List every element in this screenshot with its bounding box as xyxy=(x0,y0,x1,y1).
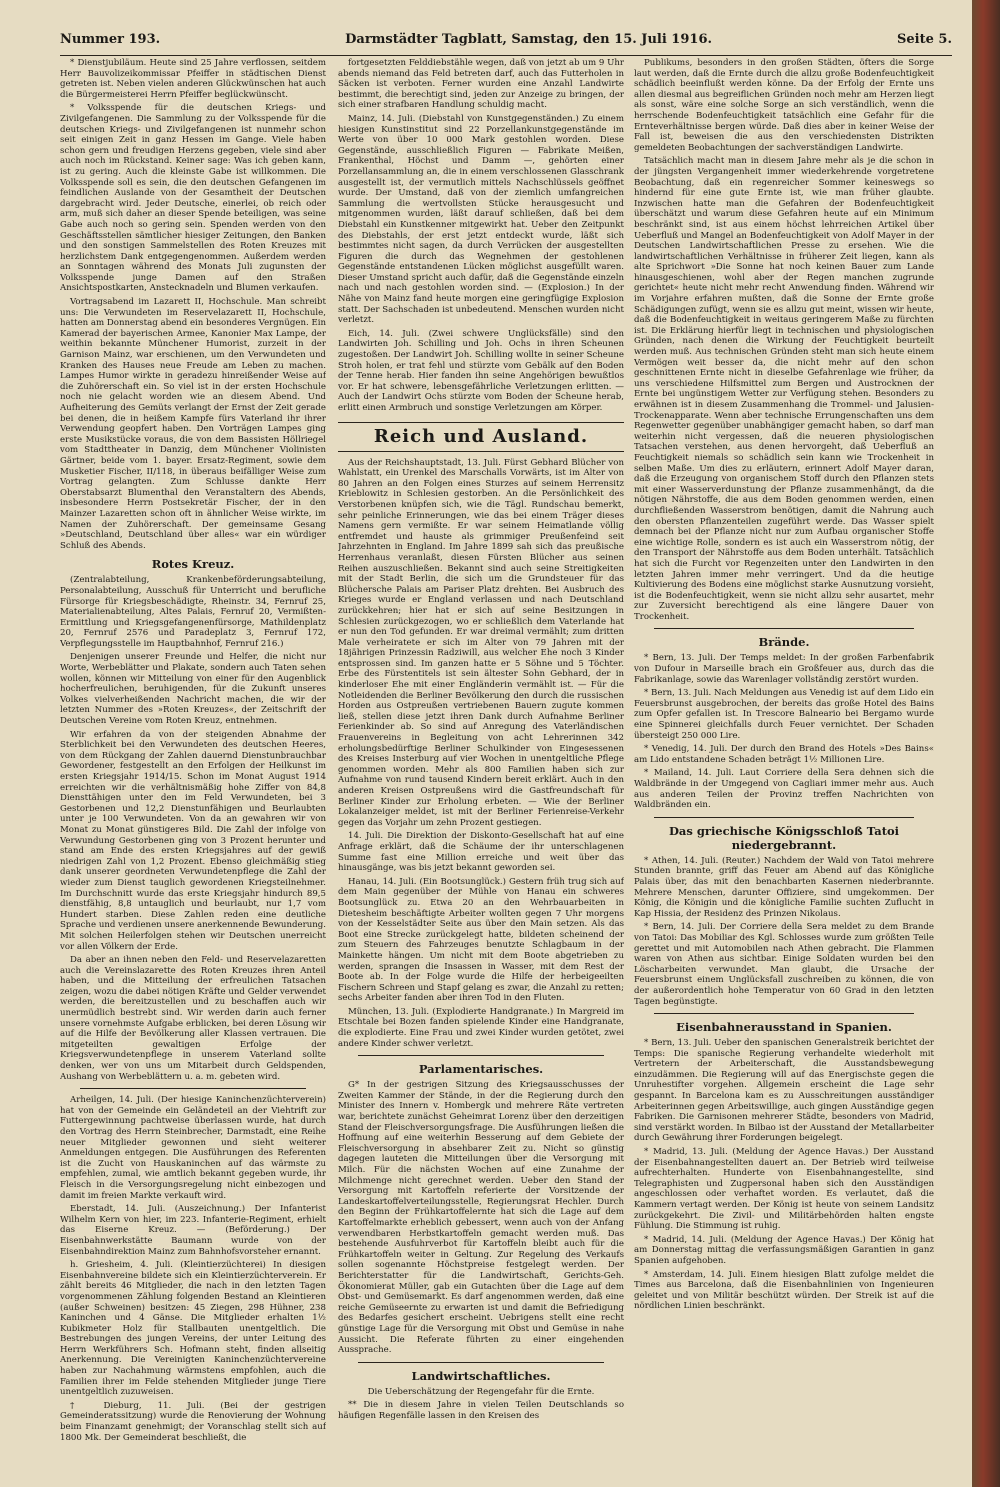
section-heading-rotes-kreuz: Rotes Kreuz. xyxy=(151,557,235,572)
article-paragraph: Publikums, besonders in den großen Städten, öfters die Sorge laut werden, daß die Ernte durch die allzu große Bodenfeuchtigkeit schädlich beeinflußt werden könne. Da der Erfolg der Ernte uns allen diesmal aus begreiflichen Gründen noch mehr am Herzen liegt als sonst, wäre eine solche Sorge an sich verständlich, wenn die herrschende Bodenfeuchtigkeit tatsächlich eine Gefahr für die Ernteverhältnisse bergen würde. Daß dies aber in keiner Weise der Fall ist, beweisen die aus den verschiedensten Distrikten gemeldeten Beobachtungen der sachverständigen Landwirte. xyxy=(634,58,934,153)
divider xyxy=(654,628,914,629)
issue-number: Nummer 193. xyxy=(60,32,161,47)
article-paragraph: Denjenigen unserer Freunde und Helfer, die nicht nur Worte, Werbeblätter und Plakate, sondern auch Taten sehen wollen, können wir Mitteilung von einer für den Augenblick hocherfreulichen, beruhigenden, für die Zukunft unseres Volkes vielverheißenden Nachricht machen, die wir der letzten Nummer des »Roten Kreuzes«, der Zeitschrift der Deutschen Vereine vom Roten Kreuz, entnehmen. xyxy=(60,652,326,727)
article-paragraph: ** Die in diesem Jahre in vielen Teilen Deutschlands so häufigen Regenfälle lassen in den Kreisen des xyxy=(338,1400,624,1421)
divider xyxy=(358,1362,604,1363)
article-paragraph: München, 13. Juli. (Explodierte Handgranate.) In Margreid im Etschtale bei Bozen fanden spielende Kinder eine Handgranate, die explodierte. Eine Frau und zwei Kinder wurden getötet, zwei andere Kinder schwer verletzt. xyxy=(338,1006,624,1049)
article-paragraph: * Bern, 13. Juli. Der Temps meldet: In der großen Farbenfabrik von Dufour in Marseille brach ein Großfeuer aus, durch das die Fabrikanlage, sowie das Warenlager vollständig zerstört wurden. xyxy=(634,653,934,685)
article-paragraph: Eich, 14. Juli. (Zwei schwere Unglücksfälle) sind den Landwirten Joh. Schilling und Joh. Ochs in ihren Scheunen zugestoßen. Der Landwirt Joh. Schilling wollte in seiner Scheune Stroh holen, er trat fehl und stürzte vom Gebälk auf den Boden der Tenne herab. Hier fanden ihn seine Angehörigen bewußtlos vor. Er hat schwere, lebensgefährliche Verletzungen erlitten. — Auch der Landwirt Ochs stürzte vom Boden der Scheune herab, erlitt einen Armbruch und sonstige Verletzungen am Körper. xyxy=(338,328,624,413)
article-paragraph: Wir erfahren da von der steigenden Abnahme der Sterblichkeit bei den Verwundeten des deutschen Heeres, von dem Rückgang der Zahlen dauernd Dienstunbrauchbar Gewordener, festgestellt an den Erfolgen der Heilkunst im ersten Kriegsjahr 1914/15. Schon im Monat August 1914 erreichten wir die verhältnismäßig hohe Ziffer von 84,8 Diensttähigen unter den im Feld Verwundeten, bei 3 Gestorbenen und 12,2 Dienstunfähigen und Beurlaubten unter je 100 Verwundeten. Von da an gewahren wir von Monat zu Monat günstigeres Bild. Die Zahl der infolge von Verwundung Gestorbenen ging von 3 Prozent herunter und stand am Ende des ersten Kriegsjahres auf der gewiß niedrigen Zahl von 1,2 Prozent. Ebenso gleichmäßig stieg dank unserer geordneten Verwundetenpflege die Zahl der wieder zum Dienst tauglich gewordenen Kriegsteilnehmer. Im Durchschnitt wurde das erste Kriegsjahr hindurch 89,5 dienstfähig, 8,8 untauglich und beurlaubt, nur 1,7 vom Hundert starben. Diese Zahlen reden eine deutliche Sprache und verdienen unsere anerkennende Bewunderung. Mit solchen Heilerfolgen stehen wir Deutschen unerreicht vor allen Völkern der Erde. xyxy=(60,729,326,952)
article-paragraph: Tatsächlich macht man in diesem Jahre mehr als je die schon in der jüngsten Vergangenheit immer wiederkehrende vorgetretene Beobachtung, daß ein regenreicher Sommer keineswegs so hindernd für eine gute Ernte ist, wie man früher glaubte. Inzwischen hatte man die Gefahren der Bodenfeuchtigkeit überschätzt und warum diese Gefahren heute auf ein Minimum beschränkt sind, ist aus einem höchst lehrreichen Artikel über Ueberfluß und Mangel an Bodenfeuchtigkeit von Adolf Mayer in der Deutschen Landwirtschaftlichen Presse zu ersehen. Wie die landwirtschaftlichen Verhältnisse in früherer Zeit liegen, kann als alte Sprichwort »Die Sonne hat noch keinen Bauer zum Lande hinausgeschienen, wohl aber der Regen manchen zugrunde gerichtet« heute nicht mehr recht Anwendung finden. Während wir im Vorjahre erfahren mußten, daß die Sonne der Ernte große Schädigungen zufügt, wenn sie es allzu gut meint, wissen wir heute, daß die Bodenfeuchtigkeit in weitaus geringerem Maße zu fürchten ist. Die Erklärung hierfür liegt in technischen und physiologischen Gründen, nach denen die Wirkung der Feuchtigkeit beurteilt werden muß. Aus technischen Gründen steht man sich heute einem Vermögen weit besser da, die nicht mehr auf den schon geschnittenen Ernte nicht in dieselbe Gefahrenlage wie früher, da uns verschiedene Hilfsmittel zum Bergen und Austrocknen der Ernte bei ungünstigem Wetter zur Verfügung stehen. Besonders zu erwähnen ist in diesem Zusammenhang die Trommel- und Jalusien-Trockenapparate. Wenn aber technische Errungenschaften uns dem Regenwetter gegenüber unabhängiger gemacht haben, so darf man weiterhin nicht vergessen, daß die neueren physiologischen Tatsachen verstehen, aus denen hervorgeht, daß Ueberfluß an Feuchtigkeit niemals so schädlich sein kann wie Trockenheit in selben Maße. Um dies zu erläutern, erinnert Adolf Mayer daran, daß die Erzeugung von organischem Stoff durch den Pflanzen stets mit einer Wasserverdunstung der Pflanze zusammenhängt, da die nötigen Nährstoffe, die aus dem Boden genommen werden, einen durchfließenden Wasserstrom benötigen, damit die Nahrung auch den obersten Pflanzenteilen zugeführt werde. Das Wasser spielt demnach bei der Pflanze nicht nur zum Aufbau organischer Stoffe eine wichtige Rolle, sondern es ist auch ein Wasserstrom nötig, der den Transport der Nährstoffe aus dem Boden unterhält. Tatsächlich hat sich die Furcht vor Regenzeiten unter den Landwirten in den letzten Jahren immer mehr verringert. Und da die heutige Kultivierung des Bodens eine möglichst starke Ausnutzung vorsieht, ist die Bodenfeuchtigkeit, wenn sie nicht allzu sehr ausartet, mehr zur Zuversicht berechtigend als eine längere Dauer von Trockenheit. xyxy=(634,156,934,622)
column-1 xyxy=(60,58,326,1468)
divider xyxy=(654,817,914,818)
article-paragraph: Eberstadt, 14. Juli. (Auszeichnung.) Der Infanterist Wilhelm Kern von hier, im 223. Infanterie-Regiment, erhielt das Eiserne Kreuz. — (Beförderung.) Der Eisenbahnwerkstätte Baumann wurde von der Eisenbahndirektion Mainz zum Bahnhofsvorsteher ernannt. xyxy=(60,1204,326,1257)
book-binding-edge xyxy=(972,0,1000,1487)
article-paragraph: * Bern, 13. Juli. Nach Meldungen aus Venedig ist auf dem Lido ein Feuersbrunst ausgebrochen, der bereits das große Hotel des Bains zum Opfer gefallen ist. In Trescore Balneario bei Bergamo wurde eine Spinnerei gleichfalls durch Feuer vernichtet. Der Schaden übersteigt 250 000 Lire. xyxy=(634,688,934,741)
divider xyxy=(654,1013,914,1014)
article-paragraph: * Venedig, 14. Juli. Der durch den Brand des Hotels »Des Bains« am Lido entstandene Schaden beträgt 1½ Millionen Lire. xyxy=(634,744,934,765)
page-number: Seite 5. xyxy=(897,32,952,47)
divider xyxy=(358,1055,604,1056)
section-heading-landwirtschaftliches: Landwirtschaftliches. xyxy=(411,1368,551,1383)
section-heading-braende: Brände. xyxy=(758,635,810,650)
newspaper-title-date: Darmstädter Tagblatt, Samstag, den 15. Juli 1916. xyxy=(345,32,713,47)
article-paragraph: * Bern, 14. Juli. Der Corriere della Sera meldet zu dem Brande von Tatoi: Das Mobiliar des Kgl. Schlosses wurde zum größten Teile gerettet und mit Automobilen nach Athen gebracht. Die Flammen waren von Athen aus sichtbar. Einige Soldaten wurden bei den Löscharbeiten verwundet. Man glaubt, die Ursache der Feuersbrunst einem Unglücksfall zuschreiben zu können, die von der außerordentlich hohe Temperatur von 60 Grad in den letzten Tagen begünstigte. xyxy=(634,922,934,1007)
masthead xyxy=(60,32,952,56)
article-paragraph: * Dienstjubiläum. Heute sind 25 Jahre verflossen, seitdem Herr Bauvolizeikommissar Pfeiffer in städtischen Dienst getreten ist. Neben vielen anderen Glückwünschen hat auch die Bürgermeisterei Herrn Pfeiffer beglückwünscht. xyxy=(60,58,326,100)
article-paragraph: Vortragsabend im Lazarett II, Hochschule. Man schreibt uns: Die Verwundeten im Reservelazarett II, Hochschule, hatten am Donnerstag abend ein besonderes Vergnügen. Ein Kamerad der bayerischen Armee, Kanonier Max Lampe, der weithin bekannte Münchener Humorist, zurzeit in der Garnison Mainz, war erschienen, um den Verwundeten und Kranken des Hauses neue Freude am Leben zu machen. Lampes Humor wirkte in geradezu hinreißender Weise auf die Zuhörerschaft ein. So viel ist in der ersten Hochschule noch nie gelacht worden wie an diesem Abend. Und Aufheiterung des Gemüts verlangt der Ernst der Zeit gerade bei denen, die in heißem Kampfe fürs Vaterland ihr ihrer Verwendung geopfert haben. Den Vorträgen Lampes ging erste Musikstücke voraus, die von dem Bassisten Höllriegel vom Stadttheater in Danzig, dem Münchener Violinisten Gärtner, beide vom 1. bayer. Ersatz-Regiment, sowie dem Musketier Fischer, II/118, in überaus beifälliger Weise zum Vortrag gelangten. Zum Schlusse dankte Herr Oberstabsarzt Blumenthal den Veranstaltern des Abends, insbesondere Herrn Postsekretär Fischer, der in den Mainzer Lazaretten schon oft in ähnlicher Weise wirkte, im Namen der Zuhörerschaft. Der gemeinsame Gesang »Deutschland, Deutschland über alles« war ein würdiger Schluß des Abends. xyxy=(60,297,326,551)
article-paragraph: * Mailand, 14. Juli. Laut Corriere della Sera dehnen sich die Waldbrände in der Umgegend von Cagliari immer mehr aus. Auch aus anderen Teilen der Provinz treffen Nachrichten von Waldbränden ein. xyxy=(634,768,934,811)
article-paragraph: 14. Juli. Die Direktion der Diskonto-Gesellschaft hat auf eine Anfrage erklärt, daß die Schäume der ihr unterschlagenen Summe fast eine Million erreiche und weit über das hinausgänge, was bis jetzt bekannt geworden sei. xyxy=(338,831,624,874)
column-2 xyxy=(338,58,624,1468)
article-paragraph: fortgesetzten Felddiebstähle wegen, daß von jetzt ab um 9 Uhr abends niemand das Feld betreten darf, auch das Futterholen in Säcken ist verboten. Ferner wurden eine Anzahl Landwirte bestimmt, die berechtigt sind, jeden zur Anzeige zu bringen, der sich einer strafbaren Handlung schuldig macht. xyxy=(338,58,624,111)
article-paragraph: Hanau, 14. Juli. (Ein Bootsunglück.) Gestern früh trug sich auf dem Main gegenüber der Mühle von Hanau ein schweres Bootsunglück zu. Etwa 20 an den Wehrbauarbeiten in Dietesheim beschäftigte Arbeiter wollten gegen 7 Uhr morgens von der Kesselstädter Seite aus über den Main setzen. Als das Boot eine Strecke zurückgelegt hatte, bildeten scheinend der zum Steuern des Fahrzeuges benutzte Schlagbaum in der Mainkette hängen. Um nicht mit dem Boote abgetrieben zu werden, sprangen die Insassen in Wasser, mit dem Rest der Boote ab. In der Folge wurde die Hilfe der herbeigeeilten Fischern Schreen und Stapf gelang es zwar, die Anzahl zu retten; sechs Arbeiter fanden aber ihren Tod in den Fluten. xyxy=(338,876,624,1004)
section-heading-eisenbahnerausstand: Eisenbahnerausstand in Spanien. xyxy=(676,1020,892,1035)
article-subheading: Die Ueberschätzung der Regengefahr für die Ernte. xyxy=(367,1386,595,1397)
section-heading-parlamentarisches: Parlamentarisches. xyxy=(418,1062,544,1077)
article-paragraph: (Zentralabteilung, Krankenbeförderungsabteilung, Personalabteilung, Ausschuß für Unterricht und berufliche Fürsorge für Kriegsbeschädigte, Rheinstr. 34, Fernruf 25, Materialienabteilung, Altes Palais, Fernruf 20, Vermißten-Ermittlung und Kriegsgefangenenfürsorge, Mathildenplatz 20, Fernruf 2576 und Paradeplatz 3, Fernruf 172, Verpflegungsstelle im Hauptbahnhof, Fernruf 216.) xyxy=(60,575,326,649)
article-paragraph: Arheilgen, 14. Juli. (Der hiesige Kaninchenzüchterverein) hat von der Gemeinde ein Geländeteil an der Viehtrift zur Futtergewinnung pachtweise überlassen wurde, hat durch den Vortrag des Herrn Steinbrecher, Darmstadt, eine Reihe neuer Mitglieder gewonnen und sieht weiterer Anmeldungen entgegen. Die Ausführungen des Referenten ist die Zucht von Hauskaninchen auf das wärmste zu empfehlen, zumal, wie amtlich bekannt gegeben wurde, ihr Fleisch in die Versorgungsregelung nicht einbezogen und damit im freien Markte verkauft wird. xyxy=(60,1095,326,1201)
article-paragraph: G* In der gestrigen Sitzung des Kriegsausschusses der Zweiten Kammer der Stände, in der die Regierung durch den Minister des Innern v. Hombergk und mehrere Räte vertreten war, berichtete zunächst Geheimrat Lorenz über den derzeitigen Stand der Fleischversorgungsfrage. Die Ausführungen ließen die Hoffnung auf eine weiterhin Besserung auf dem Gebiete der Fleischversorgung in absehbarer Zeit zu. Nicht so günstig dagegen lauteten die Mitteilungen über die Versorgung mit Milch. Für die nächsten Wochen auf eine Zunahme der Milchmenge nicht gerechnet werden. Ueber den Stand der Versorgung mit Kartoffeln referierte der Vorsitzende der Landeskartoffelverteilungsstelle, Regierungsrat Hechler. Durch den Beginn der Frühkartoffelernte hat sich die Lage auf dem Kartoffelmarkte erheblich gebessert, wenn auch von der Anfang verwendbaren Herbstkartoffeln gemacht werden muß. Das bestehende Ausfuhrverbot für Kartoffeln bleibt auch für die Frühkartoffeln weiter in Geltung. Zur Regelung des Verkaufs sollen sogenannte Höchstpreise festgelegt werden. Der Berichterstatter für die Landwirtschaft, Gerichts-Geh. Ökonomierat Müller, gab ein Gutachten über die Lage auf dem Obst- und Gemüsemarkt. Es darf angenommen werden, daß eine reiche Gemüseernte zu erwarten ist und damit die Befriedigung des Bedarfes gesichert erscheint. Uebrigens stellt eine recht günstige Lage für die Versorgung mit Obst und Gemüse in nahe Aussicht. Die Referate führten zu einer eingehenden Aussprache. xyxy=(338,1080,624,1356)
article-paragraph: Da aber an ihnen neben den Feld- und Reservelazaretten auch die Vereinslazarette des Roten Kreuzes ihren Anteil haben, und die Mitteilung der erfreulichen Tatsachen zeigen, wozu die dabei nötigen Kräfte und Gelder verwendet werden, die bereitzustellen und zu beschaffen auch wir unermüdlich bestrebt sind. Wir werden darin auch ferner unsere vornehmste Aufgabe erblicken, bei deren Lösung wir auf die Hilfe der Bevölkerung aller Klassen vertrauen. Die mitgeteilten gewaltigen Erfolge der Kriegsverwundetenpflege in unserem Vaterland sollte denken, wer von uns um Mitarbeit durch Geldspenden, Aushang von Werbeblättern u. a. m. gebeten wird. xyxy=(60,955,326,1082)
article-paragraph: * Athen, 14. Juli. (Reuter.) Nachdem der Wald von Tatoi mehrere Stunden brannte, griff das Feuer am Abend auf das Königliche Palais über, das mit den benachbarten Kasernen niederbrannte. Mehrere Menschen, darunter Offiziere, sind umgekommen. Der König, die Königin und die königliche Familie suchten Zuflucht in Kap Hissia, der Residenz des Prinzen Nikolaus. xyxy=(634,855,934,919)
article-paragraph: * Volksspende für die deutschen Kriegs- und Zivilgefangenen. Die Sammlung zu der Volksspende für die deutschen Kriegs- und Zivilgefangenen ist nunmehr schon seit einigen Zeit in ganz Hessen im Gange. Viele haben schon gern und freudigen Herzens gegeben, viele sind aber auch noch im Rückstand. Keiner sage: Was ich geben kann, ist zu gering. Auch die kleinste Gabe ist willkommen. Die Volksspende soll es sein, die den deutschen Gefangenen im feindlichen Auslande von der Gesamtheit der Deutschen dargebracht wird. Jeder Deutsche, einerlei, ob reich oder arm, muß sich daher an dieser Spende beteiligen, was seine Gabe auch noch so gering sein. Spenden werden von den Geschäftsstellen sämtlicher hiesiger Zeitungen, den Banken und den sonstigen Sammelstellen des Roten Kreuzes mit herzlichstem Dank entgegengenommen. Außerdem werden an Sonntagen während des Monats Juli zugunsten der Volksspende junge Damen auf den Straßen Ansichtspostkarten, Anstecknadeln und Blumen verkaufen. xyxy=(60,103,326,294)
article-paragraph: Mainz, 14. Juli. (Diebstahl von Kunstgegenständen.) Zu einem hiesigen Kunstinstitut sind 22 Porzellankunstgegenstände im Werte von über 10 000 Mark gestohlen worden. Diese Gegenstände, ausschließlich Figuren — Fabrikate Meißen, Frankenthal, Höchst und Damm —, gehörten einer Porzellansammlung an, die in einem verschlossenen Glasschrank ausgestellt ist, der vermutlich mittels Nachschlüssels geöffnet wurde. Der Umstand, daß von der ziemlich umfangreichen Sammlung die wertvollsten Stücke herausgesucht und mitgenommen wurden, läßt darauf schließen, daß bei dem Diebstahl ein Kunstkenner mitgewirkt hat. Ueber den Zeitpunkt des Diebstahls, der erst jetzt entdeckt wurde, läßt sich bestimmtes nicht sagen, da durch Verrücken der ausgestellten Figuren die durch das Wegnehmen der gestohlenen Gegenstände entstandenen Lücken möglichst ausgefüllt waren. Dieser Umstand spricht auch dafür, daß die Gegenstände einzeln nach und nach gestohlen worden sind. — (Explosion.) In der Nähe von Mainz fand heute morgen eine geringfügige Explosion statt. Der Sachschaden ist unbedeutend. Menschen wurden nicht verletzt. xyxy=(338,113,624,326)
article-paragraph: † Dieburg, 11. Juli. (Bei der gestrigen Gemeinderatssitzung) wurde die Renovierung der Wohnung beim Finanzamt genehmigt; der Voranschlag stellt sich auf 1800 Mk. Der Gemeinderat beschließt, die xyxy=(60,1400,326,1443)
article-paragraph: Aus der Reichshauptstadt, 13. Juli. Fürst Gebhard Blücher von Wahlstatt, ein Urenkel des Marschalls Vorwärts, ist im Alter von 80 Jahren an den Folgen eines Sturzes auf seinem Herrensitz Krieblowitz in Schlesien gestorben. An die Persönlichkeit des Verstorbenen knüpfen sich, wie die Tägl. Rundschau bemerkt, sehr peinliche Erinnerungen, wie das bei einem Träger dieses Namens gern vermißte. Er war seinem Heimatlande völlig entfremdet und hauste als grimmiger Preußenfeind seit Jahrzehnten in England. Im Jahre 1899 sah sich das preußische Herrenhaus veranlaßt, diesen Fürsten Blücher aus seinen Reihen auszuschließen. Bekannt sind auch seine Streitigkeiten mit der Stadt Berlin, die sich um die Grundsteuer für das Blüchersche Palais am Pariser Platz drehten. Bei Ausbruch des Krieges wurde er England verlassen und nach Deutschland zurückkehren; hier hat er sich auf seine Besitzungen in Schlesien zurückgezogen, wo er schließlich dem Vaterlande hat er nun den Tod gefunden. Er war dreimal vermählt; zum dritten Male verheiratete er sich im Alter von 79 Jahren mit der 18jährigen Prinzessin Radziwill, aus welcher Ehe noch 3 Kinder entsprossen sind. Im ganzen hatte er 5 Söhne und 5 Töchter. Erbe des Fürstentitels ist sein ältester Sohn Gebhard, der in kinderloser Ehe mit einer Engländerin vermählt ist. — Für die Notleidenden die Berliner Bevölkerung den durch die russischen Horden aus Ostpreußen vertriebenen Bauern zugute kommen ließ, stellen diese jetzt ihren Dank durch Aufnahme Berliner Ferienkinder ab. So sind auf Anregung des Vaterländischen Frauenvereins in Begleitung von acht Lehrerinnen 342 erholungsbedürftige Berliner Schulkinder von Eingesessenen des Kreises Insterburg auf vier Wochen in unentgeltliche Pflege genommen worden. Mehr als 800 Familien haben sich zur Aufnahme von rund tausend Kindern bereit erklärt. Auch in den anderen Kreisen Ostpreußens wird die Gastfreundschaft für Berliner Kinder zur Erholung erbeten. — Wie der Berliner Lokalanzeiger meldet, ist mit der Berliner Ferienreise-Verkehr gegen das Vorjahr um zehn Prozent gestiegen. xyxy=(338,457,624,828)
article-paragraph: * Madrid, 14. Juli. (Meldung der Agence Havas.) Der König hat am Donnerstag mittag die verfassungsmäßigen Garantien in ganz Spanien aufgehoben. xyxy=(634,1234,934,1266)
column-3 xyxy=(634,58,934,1468)
article-paragraph: * Amsterdam, 14. Juli. Einem hiesigen Blatt zufolge meldet die Times aus Barcelona, daß die Eisenbahnlinien von Ingenieuren geleitet und von Militär beschützt würden. Der Streik ist auf die nördlichen Linien beschränkt. xyxy=(634,1269,934,1312)
section-heading-reich-und-ausland: Reich und Ausland. xyxy=(338,422,624,452)
section-heading-tatoi: Das griechische Königsschloß Tatoi niedergebrannt. xyxy=(668,823,900,852)
divider xyxy=(80,1088,306,1089)
article-paragraph: h. Griesheim, 4. Juli. (Kleintierzüchterei) In diesigen Eisenbahnvereine bildete sich ein Kleintierzüchterverein. Er zählt bereits 46 Mitglieder, die nach in den letzten Tagen vorgenommenen Zählung folgenden Bestand an Kleintieren (außer Schweinen) besitzen: 45 Ziegen, 298 Hühner, 238 Kaninchen und 4 Gänse. Die Mitglieder erhalten 1½ Kubikmeter Holz für Stallbauten unentgeltlich. Die Bestrebungen des jungen Vereins, der unter Leitung des Herrn Werkführers Sch. Hofmann steht, finden allseitig Anerkennung. Die Vereinigten Kaninchenzüchtervereine haben zur Nachahmung wärmstens empfohlen, auch die Familien ihrer im Felde stehenden Mitglieder junge Tiere unentgeltlich zuzuweisen. xyxy=(60,1260,326,1398)
article-paragraph: * Bern, 13. Juli. Ueber den spanischen Generalstreik berichtet der Temps: Die spanische Regierung verhandelte wiederholt mit Vertretern der Arbeiterschaft, die Ausstandsbewegung einzudämmen. Die Regierung will auf das Energischste gegen die Unruhestifter vorgehen. Allgemein erscheint die Lage sehr gespannt. In Barcelona kam es zu Ausschreitungen ausständiger Arbeiterinnen gegen Arbeitswillige, auch gingen Ausständige gegen Fabriken. Die Garnisonen mehrerer Städte, besonders von Madrid, sind verstärkt worden. In Bilbao ist der Ausstand der Metallarbeiter durch Gewährung ihrer Forderungen beigelegt. xyxy=(634,1038,934,1144)
article-paragraph: * Madrid, 13. Juli. (Meldung der Agence Havas.) Der Ausstand der Eisenbahnangestellten dauert an. Der Betrieb wird teilweise aufrechterhalten. Hunderte von Eisenbahnangestellte, sind Telegraphisten und Zugpersonal haben sich den Ausständigen angeschlossen oder verhaftet worden. Es verlautet, daß die Kammern vertagt werden. Der König ist heute von seinem Landsitz zurückgekehrt. Die Zivil- und Militärbehörden halten engste Fühlung. Die Stimmung ist ruhig. xyxy=(634,1147,934,1232)
